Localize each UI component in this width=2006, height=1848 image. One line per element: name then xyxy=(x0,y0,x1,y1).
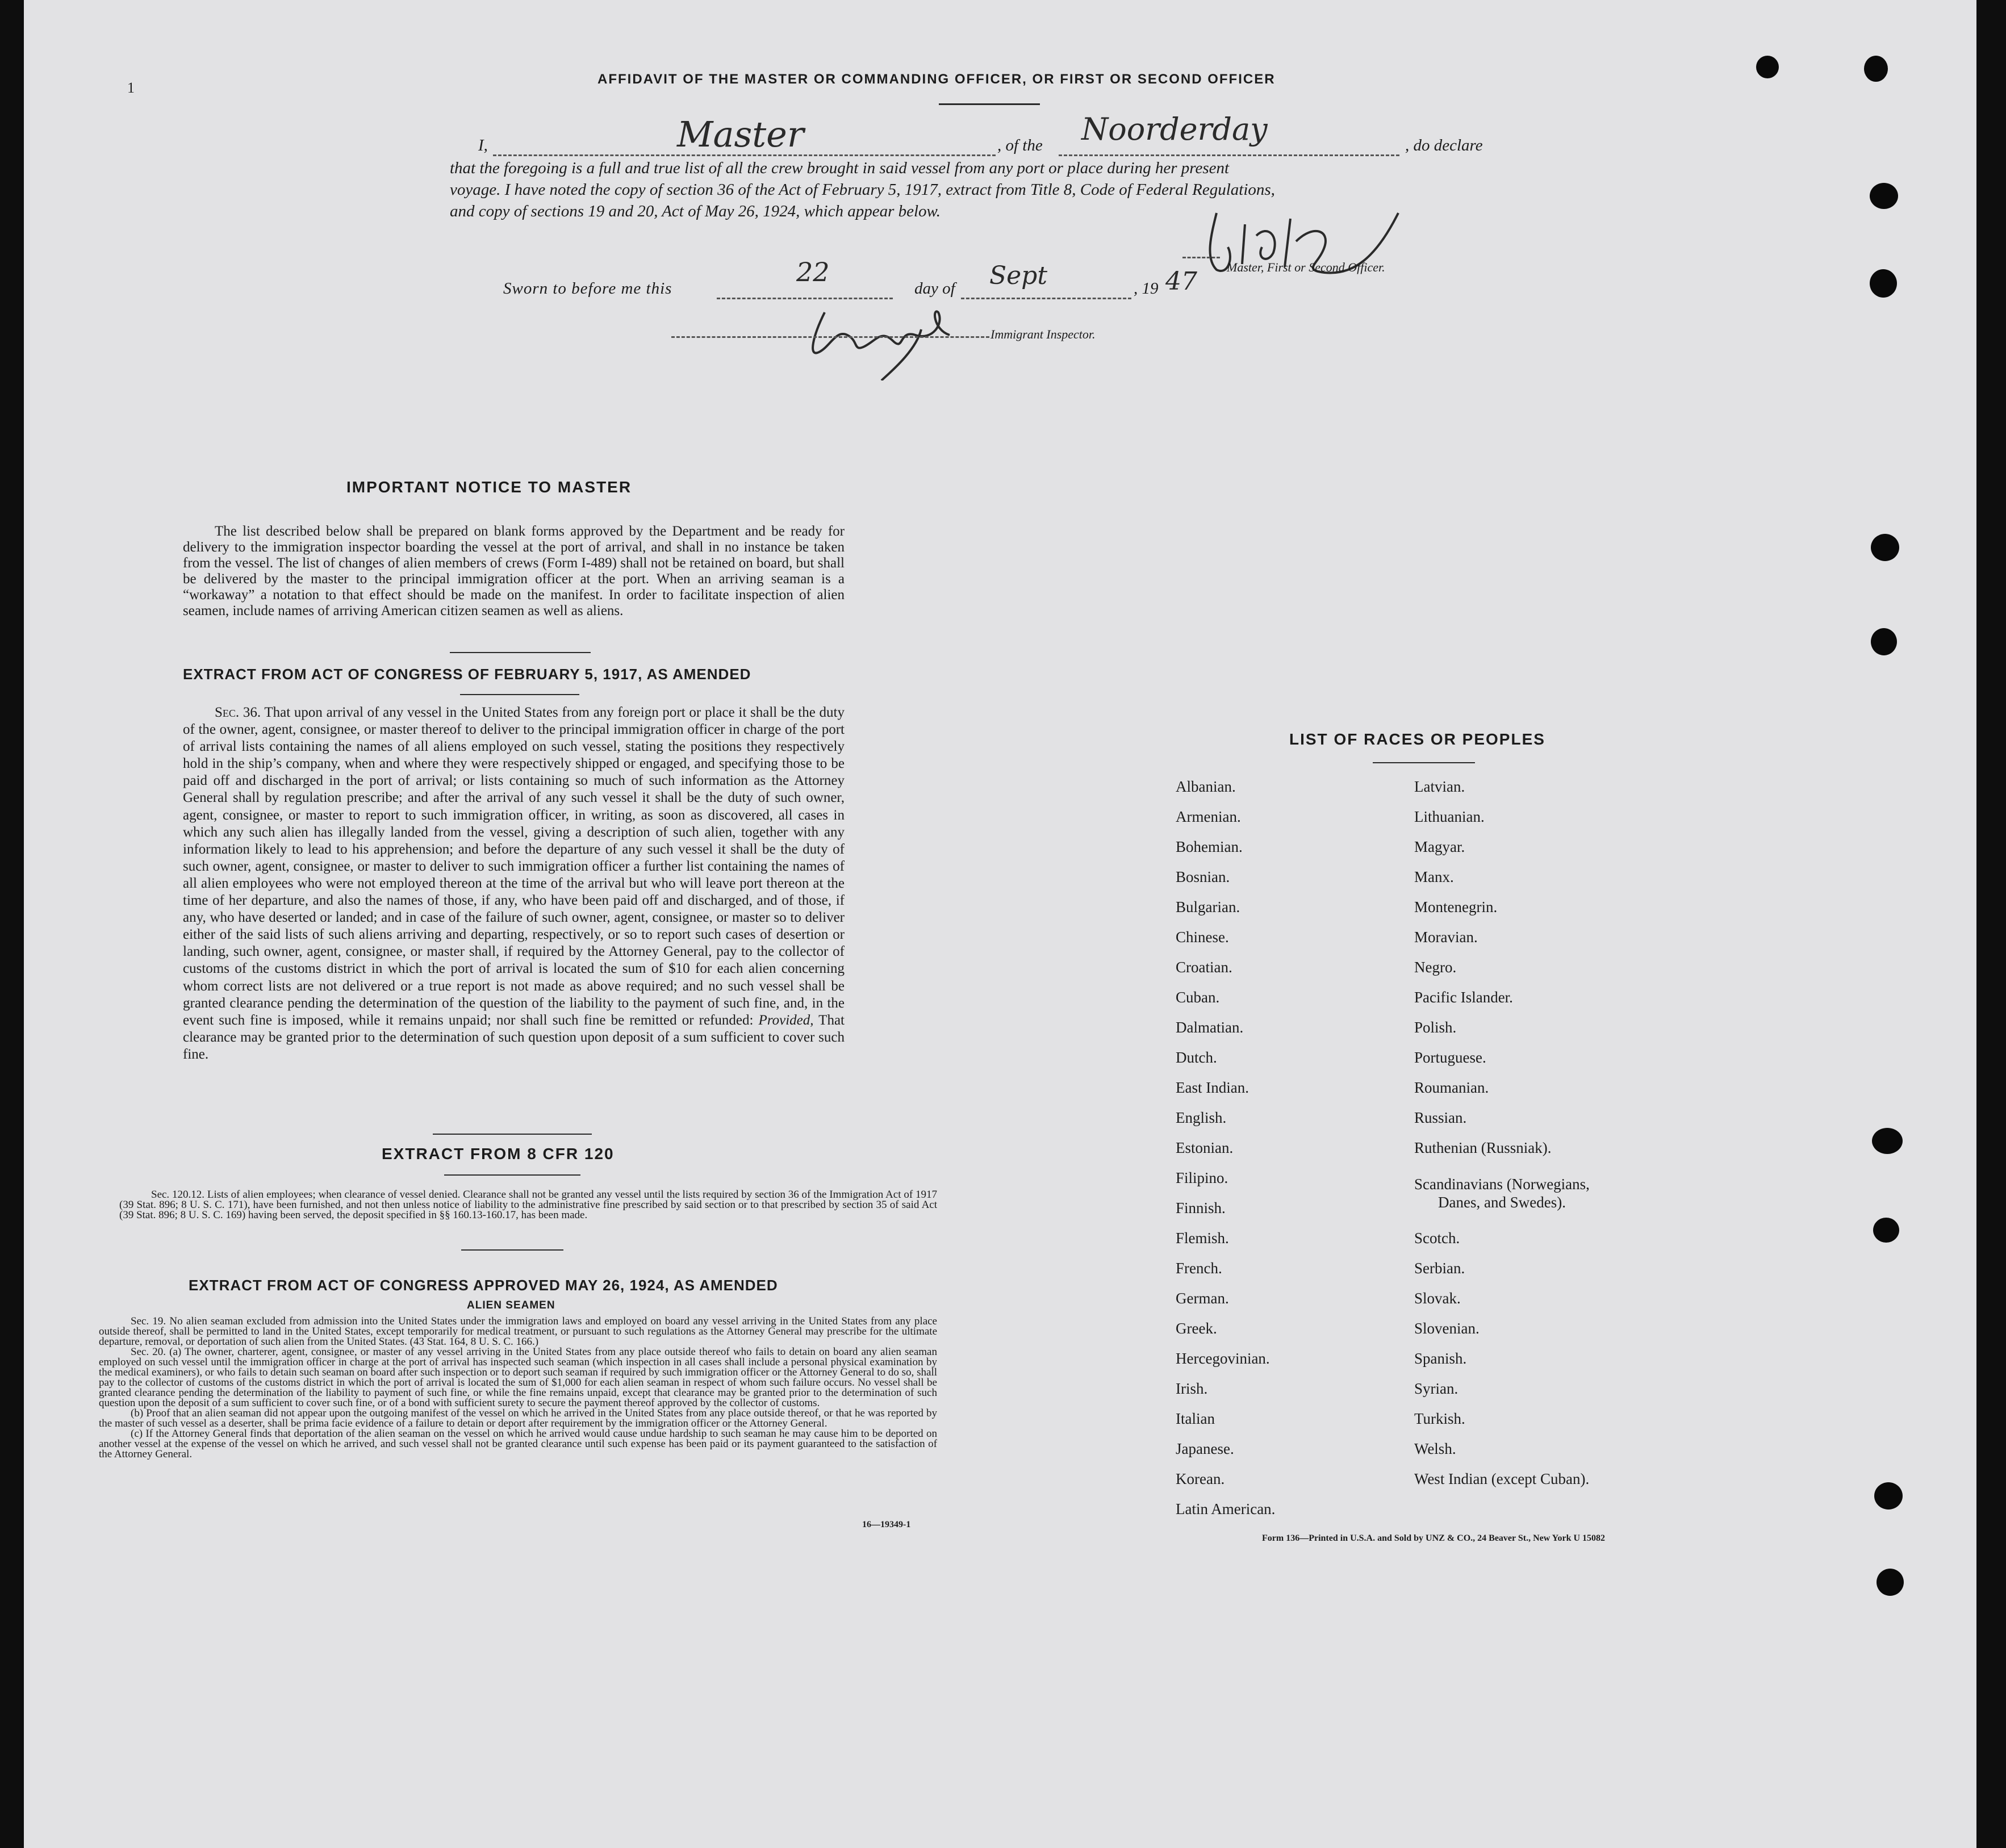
section-36-label: Sec. 36. xyxy=(215,705,261,720)
punch-hole xyxy=(1872,1128,1903,1154)
race-right-3: Magyar. xyxy=(1414,838,1465,855)
cfr-paragraph: Sec. 120.12. Lists of alien employees; when clearance of vessel denied. Clearance shall not be granted any vessel until the lists required by section 36 of the Immigration Act of 1917 (39 Stat. 896; 8 U. S. C. 171), have been furnished, and not then unless notice of liability to the administrative fine prescribed by said section or to that prescribed by section 35 of said Act (39 Stat. 896; 8 U. S. C. 169) having been served, the deposit specified in §§ 160.13-160.17, has been made. xyxy=(119,1189,937,1221)
race-left-8: Cuban. xyxy=(1176,989,1220,1006)
race-left-5: Bulgarian. xyxy=(1176,898,1240,915)
sworn-label: Sworn to before me this xyxy=(503,279,672,298)
extract-cfr-divider xyxy=(444,1174,580,1176)
officer-signature-line xyxy=(1182,257,1220,258)
extract-1917-title: EXTRACT FROM ACT OF CONGRESS OF FEBRUARY 5, 1917, AS AMENDED xyxy=(183,666,751,683)
race-left-7: Croatian. xyxy=(1176,959,1232,976)
race-right-6: Moravian. xyxy=(1414,929,1478,946)
race-right-19: Slovenian. xyxy=(1414,1320,1480,1337)
extract-1917-body xyxy=(183,704,845,1063)
of-the-label: , of the xyxy=(997,136,1043,154)
document-page xyxy=(24,0,1976,1848)
race-left-24: Korean. xyxy=(1176,1470,1225,1487)
form-code: 16—19349-1 xyxy=(862,1520,911,1529)
race-right-1: Latvian. xyxy=(1414,778,1465,795)
races-divider xyxy=(1373,762,1475,763)
race-right-7: Negro. xyxy=(1414,959,1457,976)
affidavit-title: AFFIDAVIT OF THE MASTER OR COMMANDING OFFICER, OR FIRST OR SECOND OFFICER xyxy=(597,72,1276,87)
extract-1917-end-divider xyxy=(433,1134,592,1135)
race-left-15: Finnish. xyxy=(1176,1199,1226,1216)
race-left-11: East Indian. xyxy=(1176,1079,1249,1096)
officer-caption: Master, First or Second Officer. xyxy=(1227,260,1385,274)
race-left-25: Latin American. xyxy=(1176,1500,1276,1517)
punch-hole xyxy=(1871,534,1899,561)
day-of-label: day of xyxy=(914,279,955,298)
punch-hole xyxy=(1877,1569,1904,1596)
form-footer: Form 136—Printed in U.S.A. and Sold by UNZ & CO., 24 Beaver St., New York U 15082 xyxy=(1262,1533,1606,1543)
race-left-9: Dalmatian. xyxy=(1176,1019,1244,1036)
affidavit-line-3: voyage. I have noted the copy of section 36 of the Act of February 5, 1917, extract from Title 8, Code of Federal Regulations, xyxy=(450,181,1275,199)
race-right-15: Danes, and Swedes). xyxy=(1438,1194,1566,1211)
race-left-18: German. xyxy=(1176,1290,1229,1307)
punch-hole xyxy=(1873,1218,1899,1243)
sec-19: Sec. 19. No alien seaman excluded from admission into the United States under the immigration laws and employed on board any vessel arriving in the United States from any place outside thereof, shall be permitted to land in the United States, except temporarily for medical treatment, or pursuant to such regulations as the Attorney General may prescribe for the ultimate departure, removal, or deportation of such alien from the United States. (43 Stat. 164, 8 U. S. C. 166.) xyxy=(99,1315,937,1348)
race-left-1: Albanian. xyxy=(1176,778,1236,795)
race-right-18: Slovak. xyxy=(1414,1290,1461,1307)
notice-paragraph: The list described below shall be prepared on blank forms approved by the Department and be ready for delivery to the immigration inspector boarding the vessel at the port of arrival, and shall in no instance be taken from the vessel. The list of changes of alien members of crews (Form I-489) shall not be retained on board, but shall be delivered by the master to the principal immigration officer at the port. When an arriving seaman is a “workaway” a notation to that effect should be made on the manifest. In order to facilitate inspection of alien seamen, include names of arriving American citizen seamen as well as aliens. xyxy=(183,524,845,618)
title-divider xyxy=(939,103,1040,105)
race-right-14: Scandinavians (Norwegians, xyxy=(1414,1176,1590,1193)
race-left-4: Bosnian. xyxy=(1176,868,1230,885)
vessel-line xyxy=(1059,154,1399,156)
race-left-21: Irish. xyxy=(1176,1380,1208,1397)
race-left-2: Armenian. xyxy=(1176,808,1241,825)
sec-20a: Sec. 20. (a) The owner, charterer, agent, consignee, or master of any vessel arriving in the United States from any place outside thereof who fails to detain on board any alien seaman employed on such vessel until the immigration officer in charge at the port of arrival has inspected such seaman (which inspection in all cases shall include a personal physical examination by the medical examiners), or who fails to detain such seaman on board after such inspection or to deport such seaman if required by such immigration officer or the Attorney General to do so, shall pay to the collector of customs of the customs district in which the port of arrival is located the sum of $1,000 for each alien seaman in respect of whom such failure occurs. No vessel shall be granted clearance pending the determination of the liability to payment of such fine, or while the fine remains unpaid, except that clearance may be granted prior to the determination of such question upon the deposit of a sum sufficient to cover such fine, or of a bond with sufficient surety to secure the payment thereof approved by the collector of customs. xyxy=(99,1346,937,1409)
race-right-12: Russian. xyxy=(1414,1109,1467,1126)
corner-mark: 1 xyxy=(127,80,135,96)
extract-cfr-end-divider xyxy=(461,1249,563,1251)
affidavit-line-2: that the foregoing is a full and true list of all the crew brought in said vessel from any port or place during her present xyxy=(450,159,1230,177)
notice-title: IMPORTANT NOTICE TO MASTER xyxy=(346,478,632,496)
section-36-text-end: That clearance may be granted prior to the determination of such question upon deposit of a sum sufficient to cover such fine. xyxy=(183,1012,845,1062)
race-right-23: Welsh. xyxy=(1414,1440,1456,1457)
master-handwriting: Master xyxy=(677,114,804,155)
race-right-4: Manx. xyxy=(1414,868,1454,885)
race-left-10: Dutch. xyxy=(1176,1049,1217,1066)
race-right-10: Portuguese. xyxy=(1414,1049,1486,1066)
extract-1917-divider xyxy=(460,694,579,695)
races-title: LIST OF RACES OR PEOPLES xyxy=(1289,730,1545,748)
section-36-text: That upon arrival of any vessel in the United States from any foreign port or place it shall be the duty of the owner, agent, consignee, or master thereof to deliver to the principal immigration officer in charge of the port of arrival lists containing the names of all aliens employed on such vessel, stating the positions they respectively hold in the ship’s company, when and where they were respectively shipped or engaged, and specifying those to be paid off and discharged in the port of arrival; or lists containing so much of such information as the Attorney General shall by regulation prescribe; and after the arrival of any such vessel it shall be the duty of such owner, agent, consignee, or master to report to such immigration officer, in writing, as soon as discovered, all cases in which any such alien has illegally landed from the vessel, giving a description of such alien, together with any information likely to lead to his apprehension; and before the departure of any such vessel it shall be the duty of such owner, agent, consignee, or master to deliver to such immigration officer a further list containing the names of all alien employees who were not employed thereon at the time of the arrival but who will leave port thereon at the time of her departure, and also the names of those, if any, who have been paid off and discharged, and of those, if any, who have deserted or landed; and in case of the failure of such owner, agent, consignee, or master so to deliver either of the said lists of such aliens arriving and departing, respectively, or so to report such cases of desertion or landing, such owner, agent, consignee, or master shall, if required by the Attorney General, pay to the collector of customs of the customs district in which the port of arrival is located the sum of $10 for each alien concerning whom correct lists are not delivered or a true report is not made as above required; and no such vessel shall be granted clearance pending the determination of the question of the liability to the payment of such fine, and, in the event such fine is imposed, while it remains unpaid; nor shall such fine be remitted or refunded: xyxy=(183,705,845,1028)
vessel-handwriting: Noorderday xyxy=(1081,111,1268,147)
punch-hole xyxy=(1870,269,1897,298)
punch-hole xyxy=(1874,1482,1903,1510)
inspector-signature-line xyxy=(671,336,989,338)
race-left-14: Filipino. xyxy=(1176,1169,1228,1186)
race-right-2: Lithuanian. xyxy=(1414,808,1485,825)
notice-divider xyxy=(450,652,591,653)
race-right-11: Roumanian. xyxy=(1414,1079,1489,1096)
race-right-13: Ruthenian (Russniak). xyxy=(1414,1139,1552,1156)
day-handwriting: 22 xyxy=(796,257,830,287)
race-left-12: English. xyxy=(1176,1109,1227,1126)
race-left-23: Japanese. xyxy=(1176,1440,1234,1457)
affidavit-line-4: and copy of sections 19 and 20, Act of May 26, 1924, which appear below. xyxy=(450,202,941,220)
extract-cfr-body xyxy=(119,1190,937,1220)
race-right-16: Scotch. xyxy=(1414,1230,1460,1247)
sec-20c: (c) If the Attorney General finds that deportation of the alien seaman on the vessel on which he arrived would cause undue hardship to such seaman he may cause him to be deported on another vessel at the expense of the vessel on which he arrived, and such vessel shall not be granted clearance until such expense has been paid or its payment guaranteed to the satisfaction of the Attorney General. xyxy=(99,1428,937,1460)
race-left-3: Bohemian. xyxy=(1176,838,1243,855)
year-prefix: , 19 xyxy=(1134,279,1159,298)
month-handwriting: Sept xyxy=(989,261,1048,290)
race-right-5: Montenegrin. xyxy=(1414,898,1498,915)
punch-hole xyxy=(1870,183,1898,209)
punch-hole xyxy=(1756,56,1779,78)
notice-body xyxy=(183,524,845,619)
inspector-caption: Immigrant Inspector. xyxy=(991,327,1096,341)
extract-cfr-title: EXTRACT FROM 8 CFR 120 xyxy=(382,1145,615,1163)
do-declare-label: , do declare xyxy=(1405,136,1483,154)
extract-1924-title: EXTRACT FROM ACT OF CONGRESS APPROVED MAY 26, 1924, AS AMENDED xyxy=(189,1277,778,1294)
race-left-17: French. xyxy=(1176,1260,1222,1277)
punch-hole xyxy=(1871,628,1897,655)
race-right-21: Syrian. xyxy=(1414,1380,1458,1397)
race-right-24: West Indian (except Cuban). xyxy=(1414,1470,1590,1487)
race-right-8: Pacific Islander. xyxy=(1414,989,1513,1006)
race-left-19: Greek. xyxy=(1176,1320,1217,1337)
extract-1924-body xyxy=(99,1316,937,1460)
race-right-20: Spanish. xyxy=(1414,1350,1467,1367)
punch-hole xyxy=(1864,56,1888,82)
race-right-9: Polish. xyxy=(1414,1019,1457,1036)
provided-word: Provided, xyxy=(758,1012,814,1028)
race-left-6: Chinese. xyxy=(1176,929,1229,946)
alien-seamen-subtitle: ALIEN SEAMEN xyxy=(467,1299,555,1311)
sec-20b: (b) Proof that an alien seaman did not appear upon the outgoing manifest of the vessel on which he arrived in the United States from any place outside thereof, or that he was reported by the master of such vessel as a deserter, shall be prima facie evidence of a failure to detain or deport after requirement by the immigration officer or the Attorney General. xyxy=(99,1407,937,1429)
race-right-22: Turkish. xyxy=(1414,1410,1465,1427)
race-right-17: Serbian. xyxy=(1414,1260,1465,1277)
year-handwriting: 47 xyxy=(1165,267,1197,296)
race-left-20: Hercegovinian. xyxy=(1176,1350,1270,1367)
inspector-signature xyxy=(802,295,995,381)
race-left-13: Estonian. xyxy=(1176,1139,1234,1156)
race-left-16: Flemish. xyxy=(1176,1230,1229,1247)
affidavit-i-label: I, xyxy=(478,136,488,154)
race-left-22: Italian xyxy=(1176,1410,1215,1427)
